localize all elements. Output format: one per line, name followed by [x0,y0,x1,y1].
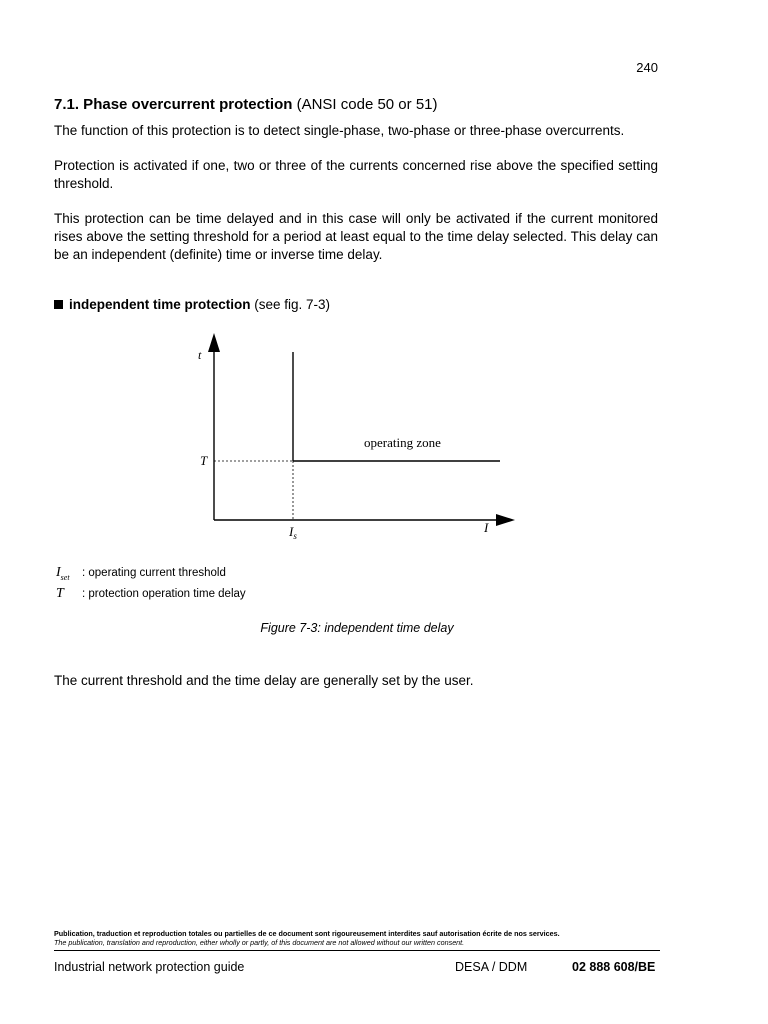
threshold-label [288,524,297,541]
time-delay-label: T [200,453,208,468]
legend-symbol-main: I [56,565,61,580]
x-axis-arrow-icon [496,514,515,526]
bullet-independent-time [54,297,330,312]
legend-row-iset [56,565,226,582]
threshold-label-main: I [289,524,294,539]
paragraph-time-delay: This protection can be time delayed and in this case will only be activated if the current monitored rises above the setting threshold for a period at least equal to the time delay selected. This delay can be an independent (definite) time or inverse time delay. [54,211,658,262]
legal-notice-fr: Publication, traduction et reproduction totales ou partielles de ce document sont rigoureusement interdites sauf autorisation écrite de nos services. [54,929,560,938]
legend-symbol-main: T [56,586,64,601]
footer-guide-title: Industrial network protection guide [54,960,245,974]
paragraph-function: The function of this protection is to detect single-phase, two-phase or three-phase overcurrents. [54,123,625,138]
legend-row-t [56,586,246,603]
section-title-bold: 7.1. Phase overcurrent protection [54,96,293,113]
legend-text: : protection operation time delay [82,588,246,600]
square-bullet-icon [54,300,63,309]
footer-divider [54,950,660,951]
threshold-label-sub: s [293,531,297,541]
legend-symbol-sub: set [60,572,70,582]
figure-caption-text: Figure 7-3: independent time delay [260,621,454,635]
legend-text: : operating current threshold [82,567,226,579]
bullet-rest: (see fig. 7-3) [250,297,331,312]
y-axis-label: t [198,348,202,362]
footer-doc-code: 02 888 608/BE [572,960,656,974]
y-axis-arrow-icon [208,333,220,352]
x-axis-label: I [484,520,489,535]
section-title-rest: (ANSI code 50 or 51) [292,96,438,113]
page-number: 240 [636,60,658,75]
footer-department: DESA / DDM [455,960,528,974]
legal-notice-en: The publication, translation and reproduction, either wholly or partly, of this document are not allowed without our written consent. [54,938,465,947]
bullet-bold: independent time protection [69,297,251,312]
figure-caption [0,621,768,635]
legend-symbol [56,565,82,582]
operating-zone-label: operating zone [364,435,441,450]
section-title [54,96,438,113]
paragraph-activation: Protection is activated if one, two or three of the currents concerned rise above the specified setting threshold. [54,158,658,191]
legend-symbol [56,586,82,603]
paragraph-closing: The current threshold and the time delay are generally set by the user. [54,673,474,688]
